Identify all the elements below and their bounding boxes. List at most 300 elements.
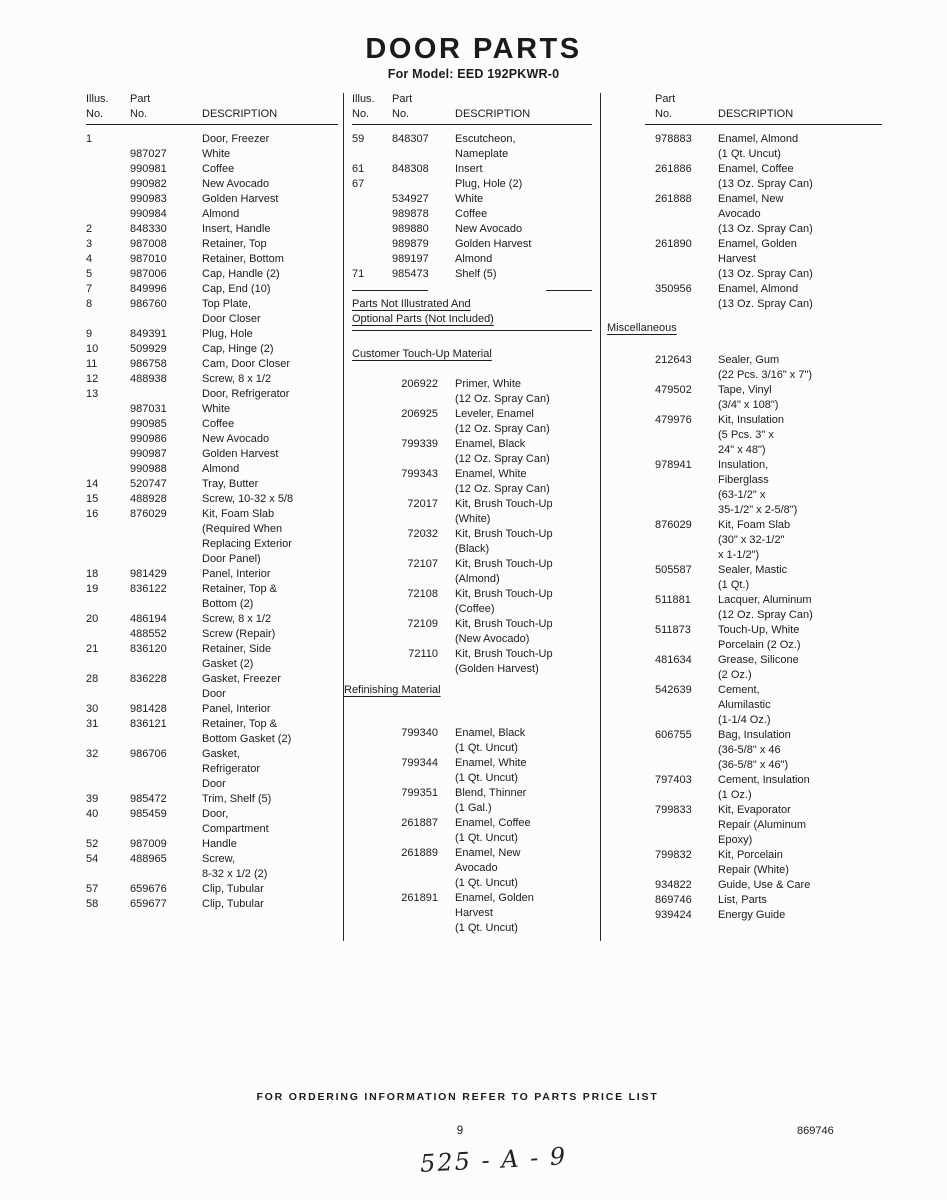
part-description: White: [202, 148, 231, 160]
parts-row: [352, 497, 592, 512]
part-description: Alumilastic: [718, 699, 771, 711]
part-no: [605, 267, 718, 282]
parts-row: [352, 891, 592, 906]
part-description: White: [455, 193, 484, 205]
part-no: 848330: [130, 223, 167, 235]
header-rule: [352, 124, 592, 125]
column1-header: [86, 92, 338, 125]
parts-row: [352, 192, 592, 207]
part-no: 72017: [407, 498, 438, 510]
part-description: Plug, Hole (2): [455, 178, 523, 190]
part-no: 350956: [655, 283, 692, 295]
part-no: 978883: [655, 133, 692, 145]
parts-row: [605, 548, 883, 563]
illus-no: 5: [86, 268, 93, 280]
parts-row: [86, 462, 338, 477]
part-description: Plug, Hole: [202, 328, 253, 340]
parts-row: [86, 762, 338, 777]
parts-row: [86, 192, 338, 207]
column3-header: [605, 92, 883, 125]
part-no: 990981: [130, 163, 167, 175]
part-no: 72107: [407, 558, 438, 570]
parts-row: [605, 222, 883, 237]
illus-no: [86, 552, 130, 567]
section-heading: Customer Touch-Up Material: [352, 348, 492, 360]
part-no: 797403: [655, 774, 692, 786]
part-description: Cap, Handle (2): [202, 268, 280, 280]
illus-no: [86, 177, 130, 192]
part-description: Cement,: [718, 684, 760, 696]
parts-row: [605, 728, 883, 743]
parts-row: [86, 852, 338, 867]
part-description: Almond: [455, 253, 493, 265]
part-description: 24" x 48"): [718, 444, 766, 456]
illus-no: [86, 402, 130, 417]
parts-row: [86, 702, 338, 717]
part-no: [605, 743, 718, 758]
parts-row: [86, 822, 338, 837]
part-description: List, Parts: [718, 894, 767, 906]
parts-row: [605, 563, 883, 578]
part-no: [352, 876, 438, 891]
part-description: Door Closer: [202, 313, 261, 325]
illus-no: 3: [86, 238, 93, 250]
part-no: [130, 537, 202, 552]
parts-row: [86, 732, 338, 747]
part-no: [392, 147, 455, 162]
parts-row: [352, 831, 592, 846]
parts-row: [605, 713, 883, 728]
illus-no: [352, 147, 392, 162]
part-description: Gasket (2): [202, 658, 254, 670]
part-description: Bottom Gasket (2): [202, 733, 292, 745]
part-description: (22 Pcs. 3/16" x 7"): [718, 369, 813, 381]
parts-row: [605, 683, 883, 698]
parts-row: [605, 788, 883, 803]
parts-row: [352, 422, 592, 437]
part-no: [352, 542, 438, 557]
part-no: 990987: [130, 448, 167, 460]
illus-no: 10: [86, 343, 99, 355]
parts-row: [86, 357, 338, 372]
no-label: No.: [655, 108, 673, 120]
part-description: Panel, Interior: [202, 568, 271, 580]
part-no: 990985: [130, 418, 167, 430]
part-description: (Required When: [202, 523, 283, 535]
parts-row: [352, 527, 592, 542]
parts-row: [86, 222, 338, 237]
illus-no: 71: [352, 268, 365, 280]
part-description: Kit, Brush Touch-Up: [455, 618, 553, 630]
part-description: Gasket, Freezer: [202, 673, 281, 685]
part-no: 488965: [130, 853, 167, 865]
part-no: [130, 777, 202, 792]
part-no: 481634: [655, 654, 692, 666]
parts-row: [352, 617, 592, 632]
part-description: (30" x 32-1/2": [718, 534, 785, 546]
part-no: [352, 482, 438, 497]
part-description: Kit, Foam Slab: [202, 508, 275, 520]
part-description: Door, Freezer: [202, 133, 270, 145]
part-description: Door,: [202, 808, 229, 820]
part-no: [605, 443, 718, 458]
part-description: Retainer, Side: [202, 643, 272, 655]
part-no: 542639: [655, 684, 692, 696]
part-no: 261890: [655, 238, 692, 250]
part-no: [352, 906, 438, 921]
part-no: 987027: [130, 148, 167, 160]
part-no: 520747: [130, 478, 167, 490]
part-no: 799340: [401, 727, 438, 739]
part-no: 989879: [392, 238, 429, 250]
part-description: x 1-1/2"): [718, 549, 760, 561]
parts-row: [352, 147, 592, 162]
parts-row: [352, 861, 592, 876]
part-description: Avocado: [718, 208, 761, 220]
part-description: (1 Qt. Uncut): [455, 742, 518, 754]
part-description: New Avocado: [202, 178, 270, 190]
parts-row: [605, 833, 883, 848]
part-description: (13 Oz. Spray Can): [718, 298, 813, 310]
part-description: Fiberglass: [718, 474, 769, 486]
illus-no: 28: [86, 673, 99, 685]
part-description: Repair (White): [718, 864, 789, 876]
part-description: Enamel, Coffee: [455, 817, 531, 829]
page-number: 9: [456, 1125, 464, 1137]
part-no: 261887: [401, 817, 438, 829]
part-description: Nameplate: [455, 148, 509, 160]
illus-no: [86, 867, 130, 882]
part-description: Touch-Up, White: [718, 624, 800, 636]
parts-row: [605, 353, 883, 368]
part-no: [130, 387, 202, 402]
parts-row: [605, 743, 883, 758]
no-label: No.: [352, 108, 370, 120]
part-description: Avocado: [455, 862, 498, 874]
part-description: (1 Qt.): [718, 579, 750, 591]
parts-row: [86, 522, 338, 537]
parts-row: [352, 771, 592, 786]
part-no: 799343: [401, 468, 438, 480]
parts-row: [605, 428, 883, 443]
header-line-1: [605, 92, 883, 107]
part-description: Door, Refrigerator: [202, 388, 290, 400]
illus-no: [86, 162, 130, 177]
part-description: Insulation,: [718, 459, 769, 471]
part-description: Compartment: [202, 823, 269, 835]
part-no: 206922: [401, 378, 438, 390]
parts-row: [352, 786, 592, 801]
part-no: [605, 252, 718, 267]
part-no: 206925: [401, 408, 438, 420]
part-no: [130, 732, 202, 747]
part-description: Guide, Use & Care: [718, 879, 811, 891]
part-label: Part: [392, 93, 413, 105]
parts-row: [605, 177, 883, 192]
part-description: (36-5/8" x 46"): [718, 759, 789, 771]
part-no: 836121: [130, 718, 167, 730]
part-description: Golden Harvest: [455, 238, 532, 250]
illus-no: 2: [86, 223, 93, 235]
illus-no: [86, 627, 130, 642]
illus-no: [352, 207, 392, 222]
part-description: Insert, Handle: [202, 223, 271, 235]
parts-row: [86, 252, 338, 267]
part-no: 987009: [130, 838, 167, 850]
parts-row: [352, 512, 592, 527]
parts-row: [605, 908, 883, 923]
illus-no: 40: [86, 808, 99, 820]
parts-row: [605, 653, 883, 668]
parts-row: [605, 473, 883, 488]
parts-row: [86, 147, 338, 162]
part-description: Leveler, Enamel: [455, 408, 534, 420]
part-no: [130, 522, 202, 537]
part-no: 989197: [392, 253, 429, 265]
parts-row: [86, 207, 338, 222]
parts-row: [86, 417, 338, 432]
part-no: 986758: [130, 358, 167, 370]
note-line: Optional Parts (Not Included): [352, 313, 494, 325]
parts-row: [86, 402, 338, 417]
parts-row: [352, 207, 592, 222]
part-no: 986706: [130, 748, 167, 760]
part-description: (13 Oz. Spray Can): [718, 268, 813, 280]
parts-row: [605, 398, 883, 413]
part-description: 35-1/2" x 2-5/8"): [718, 504, 798, 516]
illus-no: [352, 192, 392, 207]
part-no: [605, 473, 718, 488]
part-no: 799832: [655, 849, 692, 861]
part-description: (5 Pcs. 3" x: [718, 429, 774, 441]
illus-no: 21: [86, 643, 99, 655]
parts-row: [605, 503, 883, 518]
part-no: 986760: [130, 298, 167, 310]
part-no: 72032: [407, 528, 438, 540]
part-description: (Black): [455, 543, 490, 555]
part-no: 987006: [130, 268, 167, 280]
parts-row: [352, 392, 592, 407]
model-subtitle: For Model: EED 192PKWR-0: [387, 67, 560, 81]
part-label: Part: [130, 93, 151, 105]
part-description: Screw (Repair): [202, 628, 276, 640]
part-no: 990982: [130, 178, 167, 190]
parts-row: [86, 657, 338, 672]
part-description: (12 Oz. Spray Can): [455, 423, 550, 435]
parts-row: [605, 368, 883, 383]
part-description: Handle: [202, 838, 237, 850]
parts-row: [605, 132, 883, 147]
part-description: (1 Qt. Uncut): [718, 148, 781, 160]
part-no: 72110: [408, 648, 438, 660]
illus-no: 9: [86, 328, 93, 340]
part-description: Retainer, Top &: [202, 718, 278, 730]
column3-body: [605, 132, 883, 923]
part-description: Kit, Brush Touch-Up: [455, 588, 553, 600]
parts-row: [352, 876, 592, 891]
header-line-2: [605, 107, 883, 122]
part-description: Cap, End (10): [202, 283, 271, 295]
part-no: [605, 788, 718, 803]
part-description: (1 Oz.): [718, 789, 752, 801]
parts-row: [86, 507, 338, 522]
part-no: 987008: [130, 238, 167, 250]
parts-row: [605, 192, 883, 207]
parts-row: [352, 921, 592, 936]
part-no: [352, 741, 438, 756]
part-description: Enamel, Golden: [455, 892, 534, 904]
illus-no: 12: [86, 373, 99, 385]
part-no: [605, 297, 718, 312]
parts-row: [352, 482, 592, 497]
illus-no: [86, 687, 130, 702]
part-description: Coffee: [455, 208, 488, 220]
parts-row: [605, 488, 883, 503]
part-description: (1 Qt. Uncut): [455, 877, 518, 889]
part-description: Cap, Hinge (2): [202, 343, 274, 355]
illus-no: [352, 222, 392, 237]
parts-row: [605, 518, 883, 533]
header-line-2: [86, 107, 338, 122]
part-description: Screw, 10-32 x 5/8: [202, 493, 294, 505]
illus-no: 39: [86, 793, 99, 805]
part-no: [130, 867, 202, 882]
parts-row: [352, 647, 592, 662]
part-label: Part: [655, 93, 676, 105]
illus-no: [86, 537, 130, 552]
parts-row: [86, 327, 338, 342]
note-line: Parts Not Illustrated And: [352, 298, 471, 310]
parts-row: [352, 177, 592, 192]
parts-row: [605, 638, 883, 653]
parts-row: [86, 132, 338, 147]
illus-no: 67: [352, 178, 365, 190]
part-no: 934822: [655, 879, 692, 891]
parts-row: [605, 608, 883, 623]
part-description: Shelf (5): [455, 268, 497, 280]
part-no: 990984: [130, 208, 167, 220]
parts-row: [86, 237, 338, 252]
illus-no: [86, 432, 130, 447]
parts-row: [605, 818, 883, 833]
part-description: Enamel, Almond: [718, 133, 799, 145]
illus-no: 18: [86, 568, 99, 580]
header-line-1: [86, 92, 338, 107]
part-description: Retainer, Top &: [202, 583, 278, 595]
part-description: (13 Oz. Spray Can): [718, 223, 813, 235]
description-label: DESCRIPTION: [718, 108, 794, 120]
part-description: (12 Oz. Spray Can): [718, 609, 813, 621]
parts-row: [352, 452, 592, 467]
part-no: [352, 572, 438, 587]
part-no: [130, 312, 202, 327]
part-description: Enamel, Coffee: [718, 163, 794, 175]
part-no: 799833: [655, 804, 692, 816]
part-description: Golden Harvest: [202, 448, 279, 460]
part-no: 849996: [130, 283, 167, 295]
part-no: [392, 177, 455, 192]
part-no: 488928: [130, 493, 167, 505]
illus-no: 52: [86, 838, 99, 850]
parts-row: [352, 377, 592, 392]
illus-no: [86, 657, 130, 672]
part-no: [352, 632, 438, 647]
part-no: 869746: [655, 894, 692, 906]
part-no: 876029: [655, 519, 692, 531]
part-no: [605, 488, 718, 503]
parts-row: [86, 177, 338, 192]
parts-row: [352, 572, 592, 587]
part-description: Blend, Thinner: [455, 787, 527, 799]
part-description: Cement, Insulation: [718, 774, 810, 786]
parts-row: [605, 893, 883, 908]
parts-row: [86, 447, 338, 462]
parts-row: [86, 882, 338, 897]
illus-no: 4: [86, 253, 93, 265]
part-description: Door Panel): [202, 553, 261, 565]
illus-no: [86, 732, 130, 747]
part-description: Grease, Silicone: [718, 654, 799, 666]
part-no: [352, 861, 438, 876]
page-title: DOOR PARTS: [365, 33, 582, 65]
parts-row: [86, 372, 338, 387]
part-no: [352, 801, 438, 816]
parts-row: [605, 413, 883, 428]
part-description: Top Plate,: [202, 298, 251, 310]
part-no: [605, 222, 718, 237]
part-description: (36-5/8" x 46: [718, 744, 781, 756]
part-no: [605, 207, 718, 222]
parts-row: [352, 557, 592, 572]
part-description: Screw,: [202, 853, 236, 865]
part-description: White: [202, 403, 231, 415]
part-no: [605, 368, 718, 383]
part-description: (1 Qt. Uncut): [455, 922, 518, 934]
part-no: 978941: [655, 459, 692, 471]
part-description: (Coffee): [455, 603, 495, 615]
not-illustrated-note: [352, 297, 592, 331]
illus-no: 1: [86, 133, 93, 145]
part-no: 511881: [655, 594, 691, 606]
parts-row: [352, 756, 592, 771]
part-description: Screw, 8 x 1/2: [202, 613, 272, 625]
parts-row: [352, 162, 592, 177]
part-no: 486194: [130, 613, 167, 625]
part-description: Enamel, Golden: [718, 238, 797, 250]
parts-row: [86, 537, 338, 552]
parts-row: [86, 432, 338, 447]
parts-row: [86, 897, 338, 912]
section-heading: Miscellaneous: [607, 322, 677, 334]
part-no: 985473: [392, 268, 429, 280]
part-description: Gasket,: [202, 748, 240, 760]
parts-row: [86, 807, 338, 822]
header-rule: [86, 124, 338, 125]
part-description: (1 Gal.): [455, 802, 492, 814]
part-description: (12 Oz. Spray Can): [455, 393, 550, 405]
illus-label: Illus.: [352, 93, 375, 105]
description-label: DESCRIPTION: [202, 108, 278, 120]
parts-row: [352, 407, 592, 422]
parts-row: [86, 777, 338, 792]
part-no: [605, 818, 718, 833]
illus-no: 32: [86, 748, 99, 760]
part-no: [605, 147, 718, 162]
part-no: [605, 548, 718, 563]
part-no: [352, 662, 438, 677]
column-divider-right: [600, 93, 601, 941]
parts-row: [86, 282, 338, 297]
